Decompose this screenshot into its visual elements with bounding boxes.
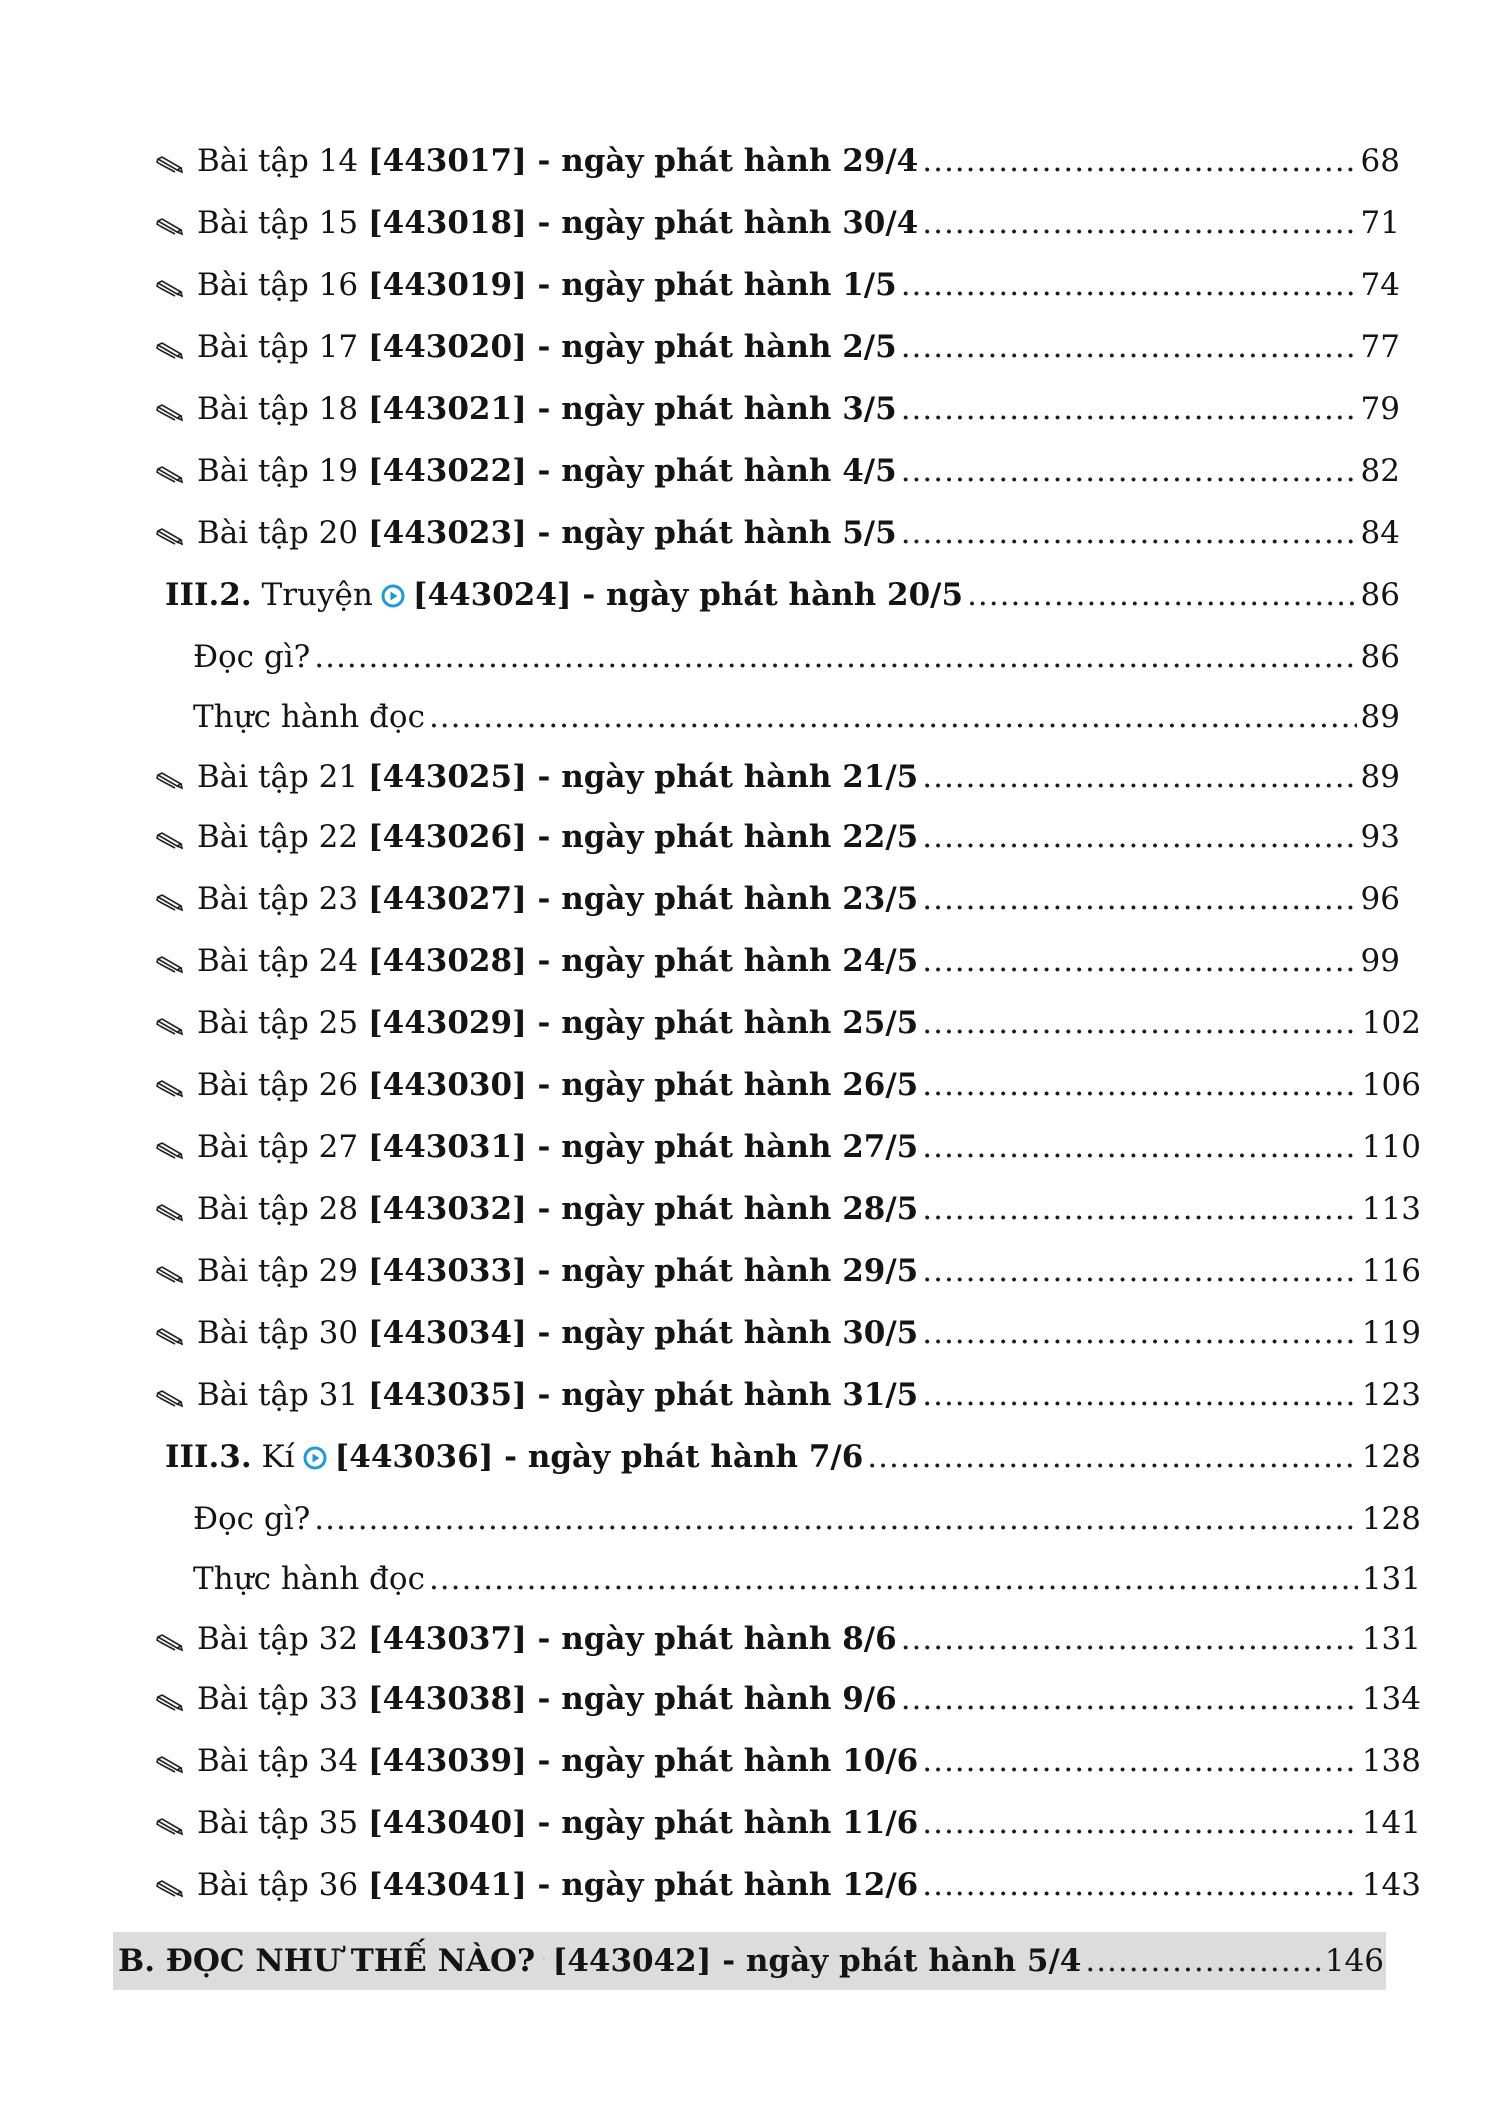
dot-leader: [1085, 1940, 1320, 1982]
dot-leader: [922, 1188, 1358, 1230]
exercise-label: Bài tập 28: [197, 1191, 359, 1227]
page-number: 110: [1361, 1129, 1421, 1165]
section-code: [443036] - ngày phát hành 7/6: [334, 1439, 864, 1475]
page-number: 131: [1361, 1621, 1421, 1657]
exercise-code: [443018]: [367, 205, 527, 241]
exercise-code: [443022]: [367, 453, 527, 489]
page-number: 106: [1361, 1067, 1421, 1103]
section-title: Truyện: [251, 577, 373, 613]
exercise-code: [443029]: [367, 1005, 527, 1041]
section-number: III.3.: [165, 1439, 252, 1475]
dot-leader: [867, 1436, 1358, 1478]
exercise-label: Bài tập 30: [197, 1315, 359, 1351]
dot-leader: [901, 512, 1357, 554]
exercise-date: - ngày phát hành 2/5: [526, 329, 897, 365]
main-section-title: B. ĐỌC NHƯ THẾ NÀO?: [118, 1943, 536, 1979]
pencil-icon: [155, 882, 185, 924]
page-number: 99: [1360, 943, 1400, 979]
exercise-code: [443038]: [367, 1681, 527, 1717]
exercise-date: - ngày phát hành 29/5: [526, 1253, 919, 1289]
page-number: 86: [1360, 577, 1400, 613]
toc-entry-exercise[interactable]: [155, 1312, 1421, 1354]
toc-entry-exercise[interactable]: [155, 816, 1400, 858]
exercise-label: Bài tập 22: [197, 819, 359, 855]
pencil-icon: [155, 1316, 185, 1358]
toc-entry-exercise[interactable]: [155, 264, 1400, 306]
dot-leader: [922, 1126, 1358, 1168]
pencil-icon: [155, 454, 185, 496]
exercise-date: - ngày phát hành 10/6: [526, 1743, 919, 1779]
exercise-code: [443020]: [367, 329, 527, 365]
dot-leader: [922, 1250, 1358, 1292]
exercise-code: [443037]: [367, 1621, 527, 1657]
page-number: 116: [1361, 1253, 1421, 1289]
exercise-code: [443028]: [367, 943, 527, 979]
pencil-icon: [155, 820, 185, 862]
page-number: 128: [1361, 1501, 1421, 1537]
exercise-code: [443030]: [367, 1067, 527, 1103]
exercise-date: - ngày phát hành 29/4: [526, 143, 919, 179]
play-circle-icon: [373, 574, 413, 616]
page-number: 89: [1360, 759, 1400, 795]
pencil-icon: [155, 392, 185, 434]
page-number: 79: [1360, 391, 1400, 427]
pencil-icon: [155, 1378, 185, 1420]
pencil-icon: [155, 330, 185, 372]
exercise-code: [443021]: [367, 391, 527, 427]
exercise-label: Bài tập 21: [197, 759, 359, 795]
section-title: Kí: [251, 1439, 295, 1475]
dot-leader: [901, 326, 1357, 368]
exercise-code: [443031]: [367, 1129, 527, 1165]
exercise-label: Bài tập 18: [197, 391, 359, 427]
exercise-date: - ngày phát hành 9/6: [526, 1681, 897, 1717]
pencil-icon: [155, 516, 185, 558]
exercise-label: Bài tập 20: [197, 515, 359, 551]
page-number: 134: [1361, 1681, 1421, 1717]
dot-leader: [922, 140, 1356, 182]
exercise-code: [443033]: [367, 1253, 527, 1289]
main-section-code: [443042] - ngày phát hành 5/4: [552, 1943, 1082, 1979]
page-number: 128: [1361, 1439, 1421, 1475]
exercise-date: - ngày phát hành 27/5: [526, 1129, 919, 1165]
exercise-label: Bài tập 23: [197, 881, 359, 917]
dot-leader: [922, 940, 1356, 982]
subsection-label: Thực hành đọc: [193, 699, 425, 735]
dot-leader: [922, 1864, 1358, 1906]
toc-entry-exercise[interactable]: [155, 940, 1400, 982]
dot-leader: [314, 1498, 1358, 1540]
pencil-icon: [155, 1682, 185, 1724]
pencil-icon: [155, 760, 185, 802]
page-number: 86: [1360, 639, 1400, 675]
section-number: III.2.: [165, 577, 252, 613]
toc-entry-exercise[interactable]: [155, 756, 1400, 798]
page-number: 89: [1360, 699, 1400, 735]
page-number: 138: [1361, 1743, 1421, 1779]
exercise-date: - ngày phát hành 8/6: [526, 1621, 897, 1657]
exercise-date: - ngày phát hành 3/5: [526, 391, 897, 427]
subsection-label: Đọc gì?: [193, 1501, 311, 1537]
dot-leader: [901, 1678, 1358, 1720]
page-number: 113: [1361, 1191, 1421, 1227]
page-number: 123: [1361, 1377, 1421, 1413]
exercise-label: Bài tập 36: [197, 1867, 359, 1903]
pencil-icon: [155, 944, 185, 986]
exercise-date: - ngày phát hành 11/6: [526, 1805, 919, 1841]
toc-entry-subsection[interactable]: [193, 1498, 1421, 1540]
dot-leader: [901, 388, 1357, 430]
section-code: [443024] - ngày phát hành 20/5: [412, 577, 964, 613]
dot-leader: [922, 1740, 1358, 1782]
page-number: 119: [1361, 1315, 1421, 1351]
page-number: 96: [1360, 881, 1400, 917]
toc-entry-exercise[interactable]: [155, 202, 1400, 244]
exercise-date: - ngày phát hành 31/5: [526, 1377, 919, 1413]
dot-leader: [922, 816, 1356, 858]
page-number: 146: [1324, 1943, 1384, 1979]
exercise-label: Bài tập 25: [197, 1005, 359, 1041]
exercise-code: [443023]: [367, 515, 527, 551]
exercise-label: Bài tập 32: [197, 1621, 359, 1657]
toc-entry-subsection[interactable]: [193, 696, 1400, 738]
exercise-code: [443034]: [367, 1315, 527, 1351]
pencil-icon: [155, 206, 185, 248]
pencil-icon: [155, 1130, 185, 1172]
toc-entry-exercise[interactable]: [155, 1618, 1421, 1660]
exercise-code: [443035]: [367, 1377, 527, 1413]
page-number: 143: [1361, 1867, 1421, 1903]
subsection-label: Đọc gì?: [193, 639, 311, 675]
dot-leader: [429, 1558, 1358, 1600]
page-number: 84: [1360, 515, 1400, 551]
exercise-label: Bài tập 26: [197, 1067, 359, 1103]
toc-entry-exercise[interactable]: [155, 1864, 1421, 1906]
dot-leader: [922, 1374, 1358, 1416]
pencil-icon: [155, 144, 185, 186]
exercise-label: Bài tập 35: [197, 1805, 359, 1841]
exercise-date: - ngày phát hành 30/4: [526, 205, 919, 241]
toc-entry-exercise[interactable]: [155, 1188, 1421, 1230]
toc-entry-exercise[interactable]: [155, 1374, 1421, 1416]
dot-leader: [922, 202, 1356, 244]
toc-entry-subsection[interactable]: [193, 636, 1400, 678]
exercise-date: - ngày phát hành 28/5: [526, 1191, 919, 1227]
exercise-code: [443019]: [367, 267, 527, 303]
dot-leader: [922, 1802, 1358, 1844]
exercise-code: [443017]: [367, 143, 527, 179]
exercise-date: - ngày phát hành 24/5: [526, 943, 919, 979]
dot-leader: [922, 1002, 1358, 1044]
exercise-date: - ngày phát hành 30/5: [526, 1315, 919, 1351]
exercise-code: [443027]: [367, 881, 527, 917]
exercise-date: - ngày phát hành 25/5: [526, 1005, 919, 1041]
page-number: 102: [1361, 1005, 1421, 1041]
dot-leader: [922, 1064, 1358, 1106]
toc-entry-exercise[interactable]: [155, 878, 1400, 920]
dot-leader: [314, 636, 1356, 678]
pencil-icon: [155, 1254, 185, 1296]
exercise-code: [443025]: [367, 759, 527, 795]
exercise-date: - ngày phát hành 21/5: [526, 759, 919, 795]
page-number: 131: [1361, 1561, 1421, 1597]
exercise-label: Bài tập 16: [197, 267, 359, 303]
exercise-code: [443032]: [367, 1191, 527, 1227]
exercise-date: - ngày phát hành 12/6: [526, 1867, 919, 1903]
toc-entry-exercise[interactable]: [155, 1126, 1421, 1168]
pencil-icon: [155, 1806, 185, 1848]
toc-entry-section[interactable]: [165, 1436, 1421, 1478]
pencil-icon: [155, 1868, 185, 1910]
page-number: 71: [1360, 205, 1400, 241]
toc-entry-exercise[interactable]: [155, 1802, 1421, 1844]
exercise-label: Bài tập 15: [197, 205, 359, 241]
exercise-code: [443041]: [367, 1867, 527, 1903]
page-number: 93: [1360, 819, 1400, 855]
toc-entry-exercise[interactable]: [155, 1064, 1421, 1106]
toc-entry-exercise[interactable]: [155, 512, 1400, 554]
pencil-icon: [155, 1068, 185, 1110]
play-circle-icon: [543, 1947, 545, 1971]
exercise-code: [443040]: [367, 1805, 527, 1841]
toc-entry-exercise[interactable]: [155, 1250, 1421, 1292]
pencil-icon: [155, 1744, 185, 1786]
page-number: 77: [1360, 329, 1400, 365]
toc-entry-section[interactable]: [165, 574, 1400, 616]
toc-entry-subsection[interactable]: [193, 1558, 1421, 1600]
toc-main-section[interactable]: [118, 1940, 1384, 1982]
exercise-date: - ngày phát hành 26/5: [526, 1067, 919, 1103]
dot-leader: [429, 696, 1357, 738]
dot-leader: [901, 264, 1357, 306]
exercise-code: [443026]: [367, 819, 527, 855]
exercise-label: Bài tập 19: [197, 453, 359, 489]
pencil-icon: [155, 1192, 185, 1234]
toc-entry-exercise[interactable]: [155, 140, 1400, 182]
page-number: 82: [1360, 453, 1400, 489]
exercise-date: - ngày phát hành 5/5: [526, 515, 897, 551]
page-number: 141: [1361, 1805, 1421, 1841]
page-number: 68: [1360, 143, 1400, 179]
dot-leader: [922, 878, 1356, 920]
dot-leader: [901, 1618, 1358, 1660]
toc-entry-exercise[interactable]: [155, 450, 1400, 492]
exercise-label: Bài tập 24: [197, 943, 359, 979]
exercise-date: - ngày phát hành 4/5: [526, 453, 897, 489]
pencil-icon: [155, 268, 185, 310]
toc-entry-exercise[interactable]: [155, 388, 1400, 430]
dot-leader: [922, 1312, 1358, 1354]
exercise-label: Bài tập 17: [197, 329, 359, 365]
dot-leader: [922, 756, 1356, 798]
exercise-label: Bài tập 14: [197, 143, 359, 179]
exercise-label: Bài tập 29: [197, 1253, 359, 1289]
subsection-label: Thực hành đọc: [193, 1561, 425, 1597]
toc-entry-exercise[interactable]: [155, 1740, 1421, 1782]
exercise-date: - ngày phát hành 1/5: [526, 267, 897, 303]
exercise-date: - ngày phát hành 23/5: [526, 881, 919, 917]
exercise-code: [443039]: [367, 1743, 527, 1779]
play-circle-icon: [295, 1436, 335, 1478]
toc-entry-exercise[interactable]: [155, 1678, 1421, 1720]
dot-leader: [967, 574, 1356, 616]
toc-entry-exercise[interactable]: [155, 1002, 1421, 1044]
pencil-icon: [155, 1622, 185, 1664]
toc-entry-exercise[interactable]: [155, 326, 1400, 368]
exercise-label: Bài tập 34: [197, 1743, 359, 1779]
dot-leader: [901, 450, 1357, 492]
exercise-label: Bài tập 31: [197, 1377, 359, 1413]
exercise-date: - ngày phát hành 22/5: [526, 819, 919, 855]
page-number: 74: [1360, 267, 1400, 303]
pencil-icon: [155, 1006, 185, 1048]
exercise-label: Bài tập 27: [197, 1129, 359, 1165]
exercise-label: Bài tập 33: [197, 1681, 359, 1717]
